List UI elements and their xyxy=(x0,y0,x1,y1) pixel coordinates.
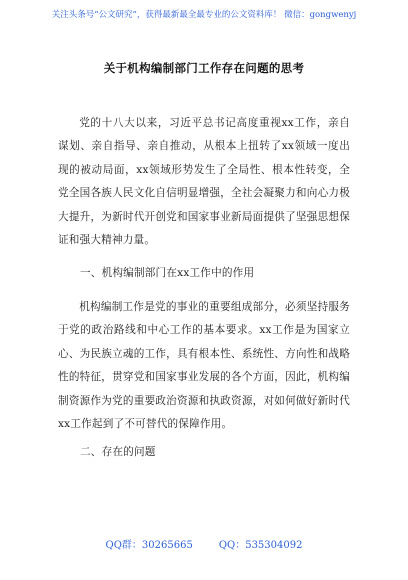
section-heading-2: 二、存在的问题 xyxy=(80,446,156,458)
paragraph-role: 机构编制工作是党的事业的重要组成部分，必须坚持服务于党的政治路线和中心工作的基本要求。xx工作是为国家立心、为民族立魂的工作，具有根本性、系统性、方向性和战略性的特征，贯穿党和国家事业发展的各个方面，因此，机构编制资源作为党的重要政治资源和执政资源，对如何做好新时代xx工作起到了不可替代的保障作用。 xyxy=(58,301,350,431)
footer-qq: QQ：535304092 xyxy=(218,540,303,551)
footer-qq-group: QQ群：30265665 xyxy=(105,540,193,551)
header-promo-text: 关注头条号“公文研究”，获得最新最全最专业的公文资料库！ 微信：gongwenyj xyxy=(51,10,357,20)
paragraph-intro: 党的十八大以来，习近平总书记高度重视xx工作，亲自谋划、亲自指导、亲自推动，从根本上扭转了xx领域一度出现的被动局面，xx领域形势发生了全局性、根本性转变，全党全国各族人民文化自信明显增强，全社会凝聚力和向心力极大提升，为新时代开创党和国家事业新局面提供了坚强思想保证和强大精神力量。 xyxy=(58,117,350,247)
section-heading-1: 一、机构编制部门在xx工作中的作用 xyxy=(80,267,255,279)
document-title: 关于机构编制部门工作存在问题的思考 xyxy=(103,61,305,75)
footer-contact xyxy=(0,536,408,551)
